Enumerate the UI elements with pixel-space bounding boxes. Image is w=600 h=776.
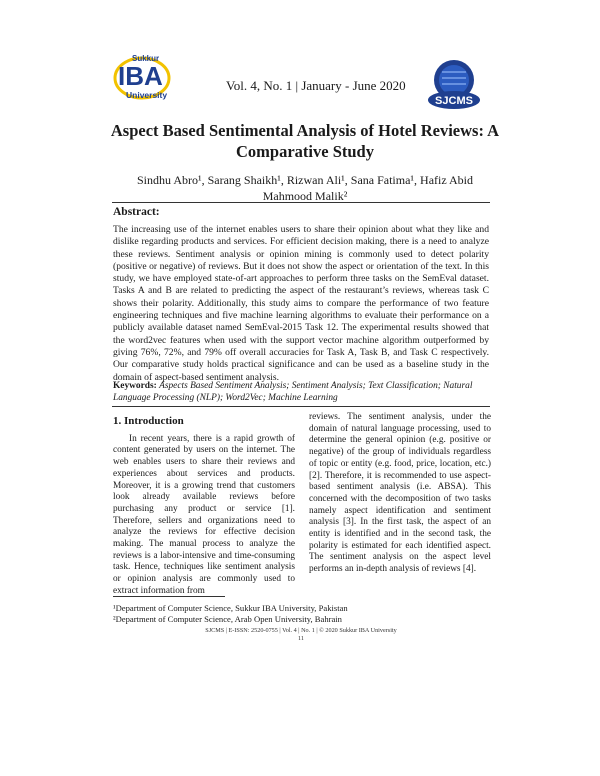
sjcms-logo-graphic — [424, 58, 484, 112]
footer-line: SJCMS | E-ISSN: 2520-0755 | Vol. 4 | No. 1 | © 2020 Sukkur IBA University — [205, 627, 397, 634]
intro-paragraph-right: reviews. The sentiment analysis, under the domain of natural language processing, used to determine the general opinion (e.g. positive or negative) of the group of individuals regardless of topic or entity (e.g. food, price, location, etc.) [2]. Therefore, it is recommended to use aspect-based sentiment analysis (i.e. ABSA). This concerned with the decomposition of two tasks namely aspect identification and sentiment analysis [3]. In the first task, the aspect of an entity is identified and in the second task, the polarity is estimated for each identified aspect. The sentiment analysis on the aspect level performs an in-depth analysis of reviews [4]. — [309, 412, 491, 575]
footnote-2: ²Department of Computer Science, Arab Open University, Bahrain — [113, 614, 342, 624]
page-footer — [113, 627, 489, 643]
journal-volume: Vol. 4, No. 1 | January - June 2020 — [226, 78, 406, 93]
authors-line2: Mahmood Malik² — [262, 189, 348, 203]
page-number: 11 — [298, 635, 304, 642]
sjcms-logo-text: SJCMS — [435, 95, 473, 107]
keywords — [113, 380, 489, 404]
authors-line1: Sindhu Abro¹, Sarang Shaikh¹, Rizwan Ali¹, Sana Fatima¹, Hafiz Abid — [136, 173, 474, 187]
intro-left-column — [113, 412, 295, 598]
logo-line2: IBA — [118, 61, 163, 91]
keywords-text: Aspects Based Sentiment Analysis; Sentiment Analysis; Text Classification; Natural Language Processing (NLP); Word2Vec; Machine Learning — [113, 381, 473, 403]
title-line2: Comparative Study — [236, 142, 374, 161]
keywords-label: Keywords: — [113, 381, 157, 391]
sukkur-iba-logo — [112, 48, 182, 104]
keywords-bottom-rule — [112, 406, 490, 407]
title-line1: Aspect Based Sentimental Analysis of Hotel Reviews: A — [110, 121, 500, 140]
intro-right-column — [309, 412, 491, 576]
footnote-rule — [113, 596, 225, 597]
footnote-1: ¹Department of Computer Science, Sukkur IBA University, Pakistan — [113, 603, 348, 613]
logo-line1: Sukkur — [132, 54, 160, 63]
abstract-text: The increasing use of the internet enables users to share their opinion about what they like and dislike regarding products and services. For efficient decision making, there is a need to analyze these reviews. Sentiment analysis or opinion mining is commonly used to detect polarity (positive or negative) of reviews. But it does not show the aspect or orientation of the text. In this study, we have employed state-of-art approaches to perform three tasks on the SemEval dataset. Tasks A and B are related to predicting the aspect of the restaurant’s reviews, whereas task C shows their polarity. Additionally, this study aims to compare the performance of two feature engineering techniques and five machine learning algorithms to evaluate their performance on a publicly available dataset named SemEval-2015 Task 12. The experimental results showed that the word2vec features when used with the support vector machine algorithm outperformed by giving 76%, 72%, and 79% off overall accuracies for Task A, Task B, and Task C respectively. Our comparative study holds practical significance and can be used as a baseline study in the domain of aspect-based sentiment analysis. — [113, 224, 489, 383]
footnotes — [113, 603, 348, 625]
paper-title — [90, 120, 520, 162]
authors — [110, 172, 500, 204]
abstract-heading: Abstract: — [113, 206, 160, 218]
intro-paragraph-left: In recent years, there is a rapid growth of content generated by users on the internet. The web enables users to share their reviews and experiences about services and products. Moreover, it is a growing trend that customers look already available reviews before purchasing any product or service [1]. Therefore, sellers and organizations need to analyze the reviews for effective decision making. The manual process to analyze the reviews is a labor-intensive and time-consuming task. Hence, techniques like sentiment analysis or opinion analysis are commonly used to extract information from — [113, 433, 295, 596]
abstract-top-rule — [112, 202, 490, 203]
sukkur-iba-logo-graphic — [112, 48, 182, 104]
sjcms-logo — [424, 58, 484, 112]
logo-line3: University — [126, 90, 168, 100]
intro-heading: 1. Introduction — [113, 415, 184, 427]
